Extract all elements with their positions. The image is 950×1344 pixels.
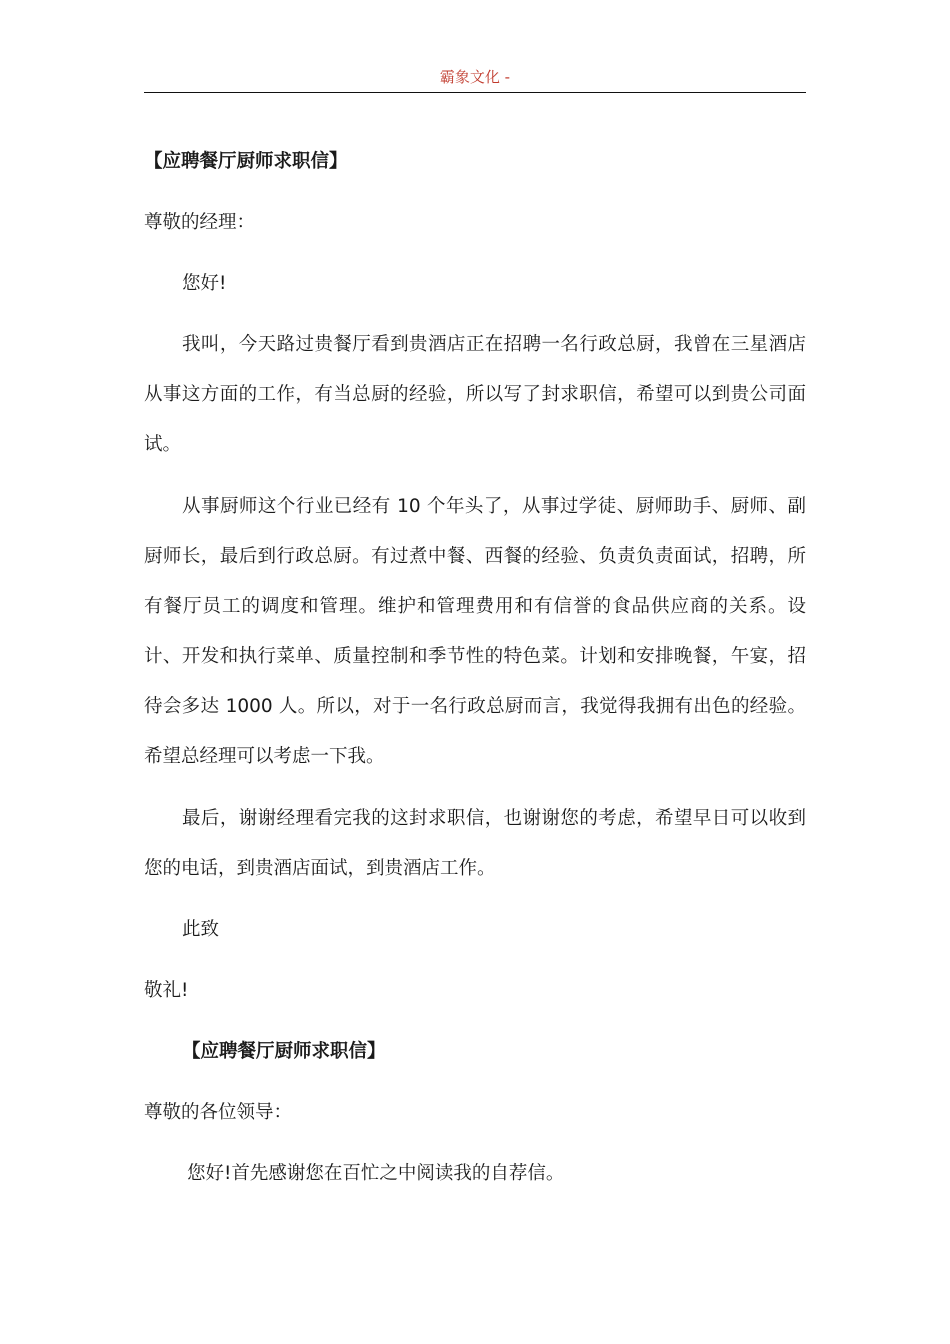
letter1-paragraph-2: 从事厨师这个行业已经有 10 个年头了，从事过学徒、厨师助手、厨师、副厨师长，最后到行政总厨。有过煮中餐、西餐的经验、负责负责面试，招聘，所有餐厅员工的调度和管理。维护和管理费用和有信誉的食品供应商的关系。设计、开发和执行菜单、质量控制和季节性的特色菜。计划和安排晚餐，午宴，招待会多达 1000 人。所以，对于一名行政总厨而言，我觉得我拥有出色的经验。希望总经理可以考虑一下我。 <box>144 496 806 767</box>
letter1-title: 【应聘餐厅厨师求职信】 <box>144 151 348 172</box>
letter2-opening: 您好!首先感谢您在百忙之中阅读我的自荐信。 <box>187 1163 565 1184</box>
letter1-regards: 敬礼! <box>144 980 189 1001</box>
letter1-salutation: 尊敬的经理： <box>144 212 256 233</box>
letter2-title: 【应聘餐厅厨师求职信】 <box>182 1041 386 1062</box>
page-header <box>144 66 806 93</box>
letter2-salutation: 尊敬的各位领导： <box>144 1102 293 1123</box>
document-body <box>144 145 806 1191</box>
letter1-paragraph-1: 我叫，今天路过贵餐厅看到贵酒店正在招聘一名行政总厨，我曾在三星酒店从事这方面的工作，有当总厨的经验，所以写了封求职信，希望可以到贵公司面试。 <box>144 334 806 455</box>
letter1-closing: 此致 <box>182 919 220 940</box>
header-text: 霸象文化 - <box>439 68 511 86</box>
letter1-paragraph-3: 最后，谢谢经理看完我的这封求职信，也谢谢您的考虑，希望早日可以收到您的电话，到贵酒店面试，到贵酒店工作。 <box>144 808 806 879</box>
letter1-greeting: 您好! <box>182 273 227 294</box>
